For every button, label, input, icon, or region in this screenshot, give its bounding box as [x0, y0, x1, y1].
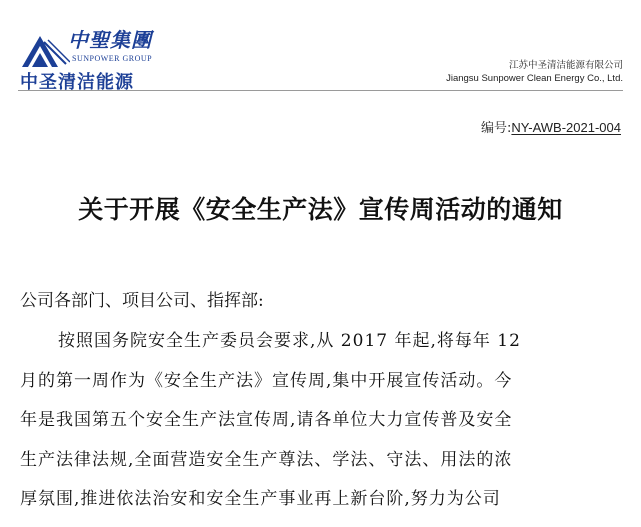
document-number-label: 编号: [481, 121, 512, 136]
salutation: 公司各部门、项目公司、指挥部: [20, 291, 264, 311]
body-line: 年是我国第五个安全生产法宣传周,请各单位大力宣传普及安全 [20, 410, 513, 431]
company-logo [18, 24, 168, 93]
logo-chinese-group-name: 中聖集團 [68, 28, 152, 52]
logo-chinese-company-name: 中圣清洁能源 [20, 72, 134, 93]
company-name-chinese: 江苏中圣清洁能源有限公司 [508, 60, 623, 71]
body-paragraph [20, 322, 624, 520]
body-line: 按照国务院安全生产委员会要求,从 2017 年起,将每年 12 [58, 331, 521, 351]
document-number [481, 117, 621, 136]
header-divider [18, 90, 623, 91]
logo-english-name: SUNPOWER GROUP [72, 54, 153, 63]
document-title: 关于开展《安全生产法》宣传周活动的通知 [78, 195, 563, 224]
company-name-english: Jiangsu Sunpower Clean Energy Co., Ltd. [446, 73, 623, 84]
company-name-block [446, 59, 623, 85]
body-line: 厚氛围,推进依法治安和安全生产事业再上新台阶,努力为公司 [20, 489, 501, 510]
document-number-value: NY-AWB-2021-004 [511, 120, 621, 135]
body-line: 生产法律法规,全面营造安全生产尊法、学法、守法、用法的浓 [20, 449, 513, 470]
mountain-logo-icon [18, 34, 70, 68]
body-line: 月的第一周作为《安全生产法》宣传周,集中开展宣传活动。今 [20, 370, 513, 391]
